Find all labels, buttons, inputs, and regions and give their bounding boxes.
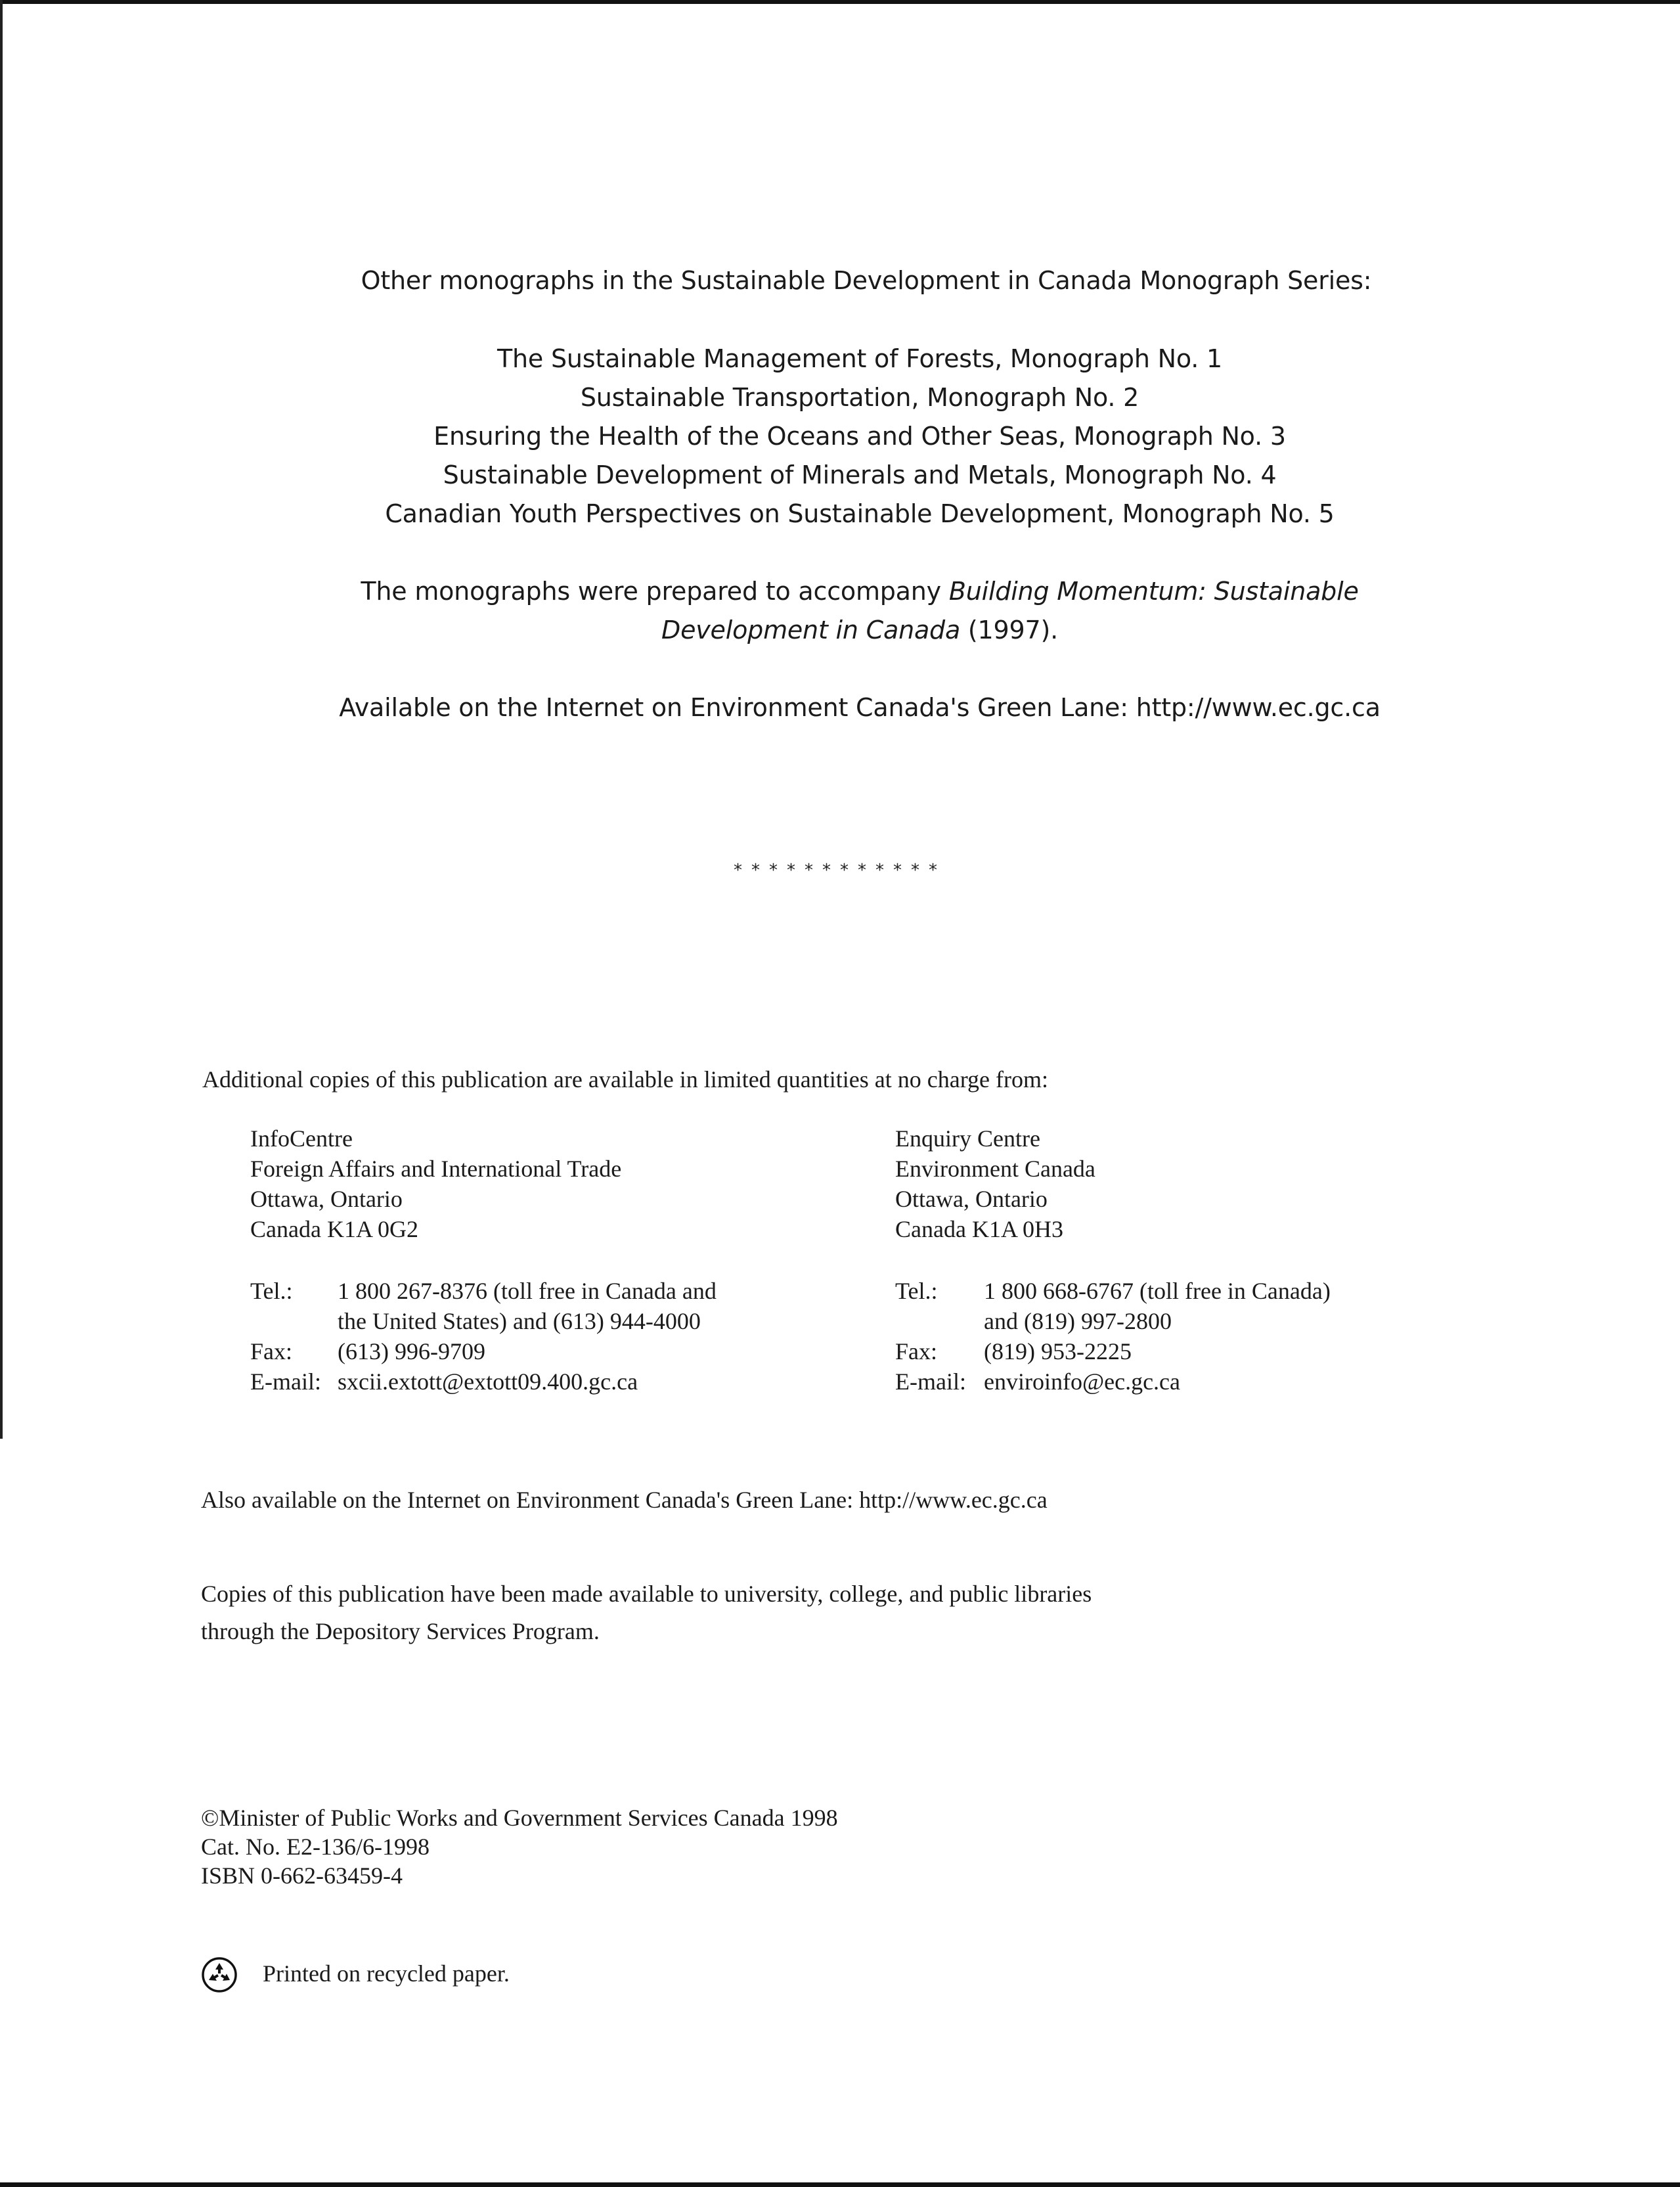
depository-line: Copies of this publication have been made available to university, college, and public libraries bbox=[201, 1581, 1092, 1607]
prepared-note-title-part2: Development in Canada bbox=[661, 616, 961, 644]
isbn: ISBN 0-662-63459-4 bbox=[201, 1862, 403, 1889]
depository-line: through the Depository Services Program. bbox=[201, 1618, 600, 1644]
email-label: E-mail: bbox=[250, 1368, 321, 1395]
email-link[interactable]: enviroinfo@ec.gc.ca bbox=[984, 1368, 1181, 1395]
monograph-item: Sustainable Transportation, Monograph No. 2 bbox=[580, 383, 1139, 412]
fax-label: Fax: bbox=[250, 1338, 293, 1364]
recycled-paper-note: Printed on recycled paper. bbox=[263, 1960, 510, 1987]
address-line: InfoCentre bbox=[250, 1125, 353, 1152]
star-separator: ************ bbox=[734, 861, 946, 880]
email-label: E-mail: bbox=[895, 1368, 966, 1395]
series-heading: Other monographs in the Sustainable Development in Canada Monograph Series: bbox=[361, 266, 1372, 295]
address-line: Canada K1A 0G2 bbox=[250, 1216, 418, 1242]
tel-value: 1 800 668-6767 (toll free in Canada) bbox=[984, 1278, 1331, 1304]
prepared-note-suffix: (1997). bbox=[960, 616, 1058, 644]
prepared-note-line1 bbox=[0, 577, 1680, 606]
monograph-item: Sustainable Development of Minerals and Metals, Monograph No. 4 bbox=[443, 461, 1277, 489]
fax-label: Fax: bbox=[895, 1338, 938, 1364]
monograph-item: Ensuring the Health of the Oceans and Other Seas, Monograph No. 3 bbox=[433, 422, 1286, 451]
tel-value: the United States) and (613) 944-4000 bbox=[338, 1308, 701, 1334]
monograph-item: The Sustainable Management of Forests, Monograph No. 1 bbox=[497, 344, 1222, 373]
prepared-note-title-part1: Building Momentum: Sustainable bbox=[948, 577, 1359, 606]
monograph-item: Canadian Youth Perspectives on Sustainable Development, Monograph No. 5 bbox=[385, 499, 1335, 528]
address-line: Environment Canada bbox=[895, 1156, 1095, 1182]
address-line: Ottawa, Ontario bbox=[250, 1186, 403, 1212]
copyright-line: ©Minister of Public Works and Government Services Canada 1998 bbox=[201, 1805, 838, 1831]
tel-label: Tel.: bbox=[895, 1278, 938, 1304]
tel-label: Tel.: bbox=[250, 1278, 293, 1304]
fax-value: (613) 996-9709 bbox=[338, 1338, 485, 1364]
address-line: Canada K1A 0H3 bbox=[895, 1216, 1063, 1242]
address-line: Foreign Affairs and International Trade bbox=[250, 1156, 622, 1182]
email-link[interactable]: sxcii.extott@extott09.400.gc.ca bbox=[338, 1368, 638, 1395]
tel-value: and (819) 997-2800 bbox=[984, 1308, 1172, 1334]
recycle-icon bbox=[201, 1956, 238, 1993]
prepared-note-line2 bbox=[0, 616, 1680, 644]
fax-value: (819) 953-2225 bbox=[984, 1338, 1132, 1364]
copies-heading: Additional copies of this publication are available in limited quantities at no charge from: bbox=[202, 1066, 1048, 1093]
scan-edge-top bbox=[0, 0, 1680, 4]
address-line: Enquiry Centre bbox=[895, 1125, 1040, 1152]
also-available-note: Also available on the Internet on Environment Canada's Green Lane: http://www.ec.gc.ca bbox=[201, 1487, 1048, 1513]
scan-edge-bottom bbox=[0, 2182, 1680, 2187]
prepared-note-prefix: The monographs were prepared to accompany bbox=[361, 577, 949, 606]
catalogue-number: Cat. No. E2-136/6-1998 bbox=[201, 1834, 430, 1860]
internet-note: Available on the Internet on Environment Canada's Green Lane: http://www.ec.gc.ca bbox=[339, 693, 1381, 722]
address-line: Ottawa, Ontario bbox=[895, 1186, 1048, 1212]
tel-value: 1 800 267-8376 (toll free in Canada and bbox=[338, 1278, 717, 1304]
